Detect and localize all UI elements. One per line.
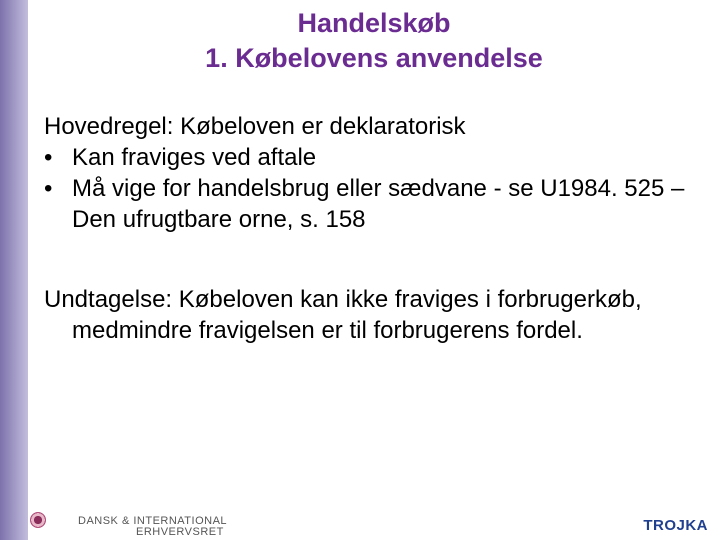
title-line-1: Handelskøb <box>297 8 451 38</box>
exception-label: Undtagelse: <box>44 286 173 313</box>
university-seal-icon <box>30 512 46 528</box>
footer-org-name <box>78 516 227 538</box>
bullet-icon: • <box>44 144 53 171</box>
bullet-text: Kan fraviges ved aftale <box>72 144 317 171</box>
footer-org-line-2: ERHVERVSRET <box>136 526 224 538</box>
bullet-text: Må vige for handelsbrug eller sædvane - se U1984. 525 – Den ufrugtbare orne, s. 158 <box>72 175 685 233</box>
bullet-icon: • <box>44 175 53 202</box>
main-rule-label: Hovedregel: <box>44 113 174 140</box>
main-rule-text: Købeloven er deklaratorisk <box>173 113 466 140</box>
sidebar-accent <box>0 0 28 540</box>
footer-org-line-1: DANSK & INTERNATIONAL <box>78 515 228 527</box>
exception-text: Købeloven kan ikke fraviges i forbrugerkøb, medmindre fravigelsen er til forbrugerens fordel. <box>72 286 642 344</box>
list-item <box>44 142 704 173</box>
list-item <box>44 173 704 235</box>
publisher-logo: TROJKA <box>643 517 708 534</box>
main-rule <box>44 111 704 142</box>
spacer <box>44 235 704 284</box>
exception <box>44 284 704 346</box>
rule-bullet-list <box>44 142 704 235</box>
slide-title <box>28 6 720 76</box>
slide-content <box>44 111 704 346</box>
title-line-2: 1. Købelovens anvendelse <box>205 43 543 73</box>
